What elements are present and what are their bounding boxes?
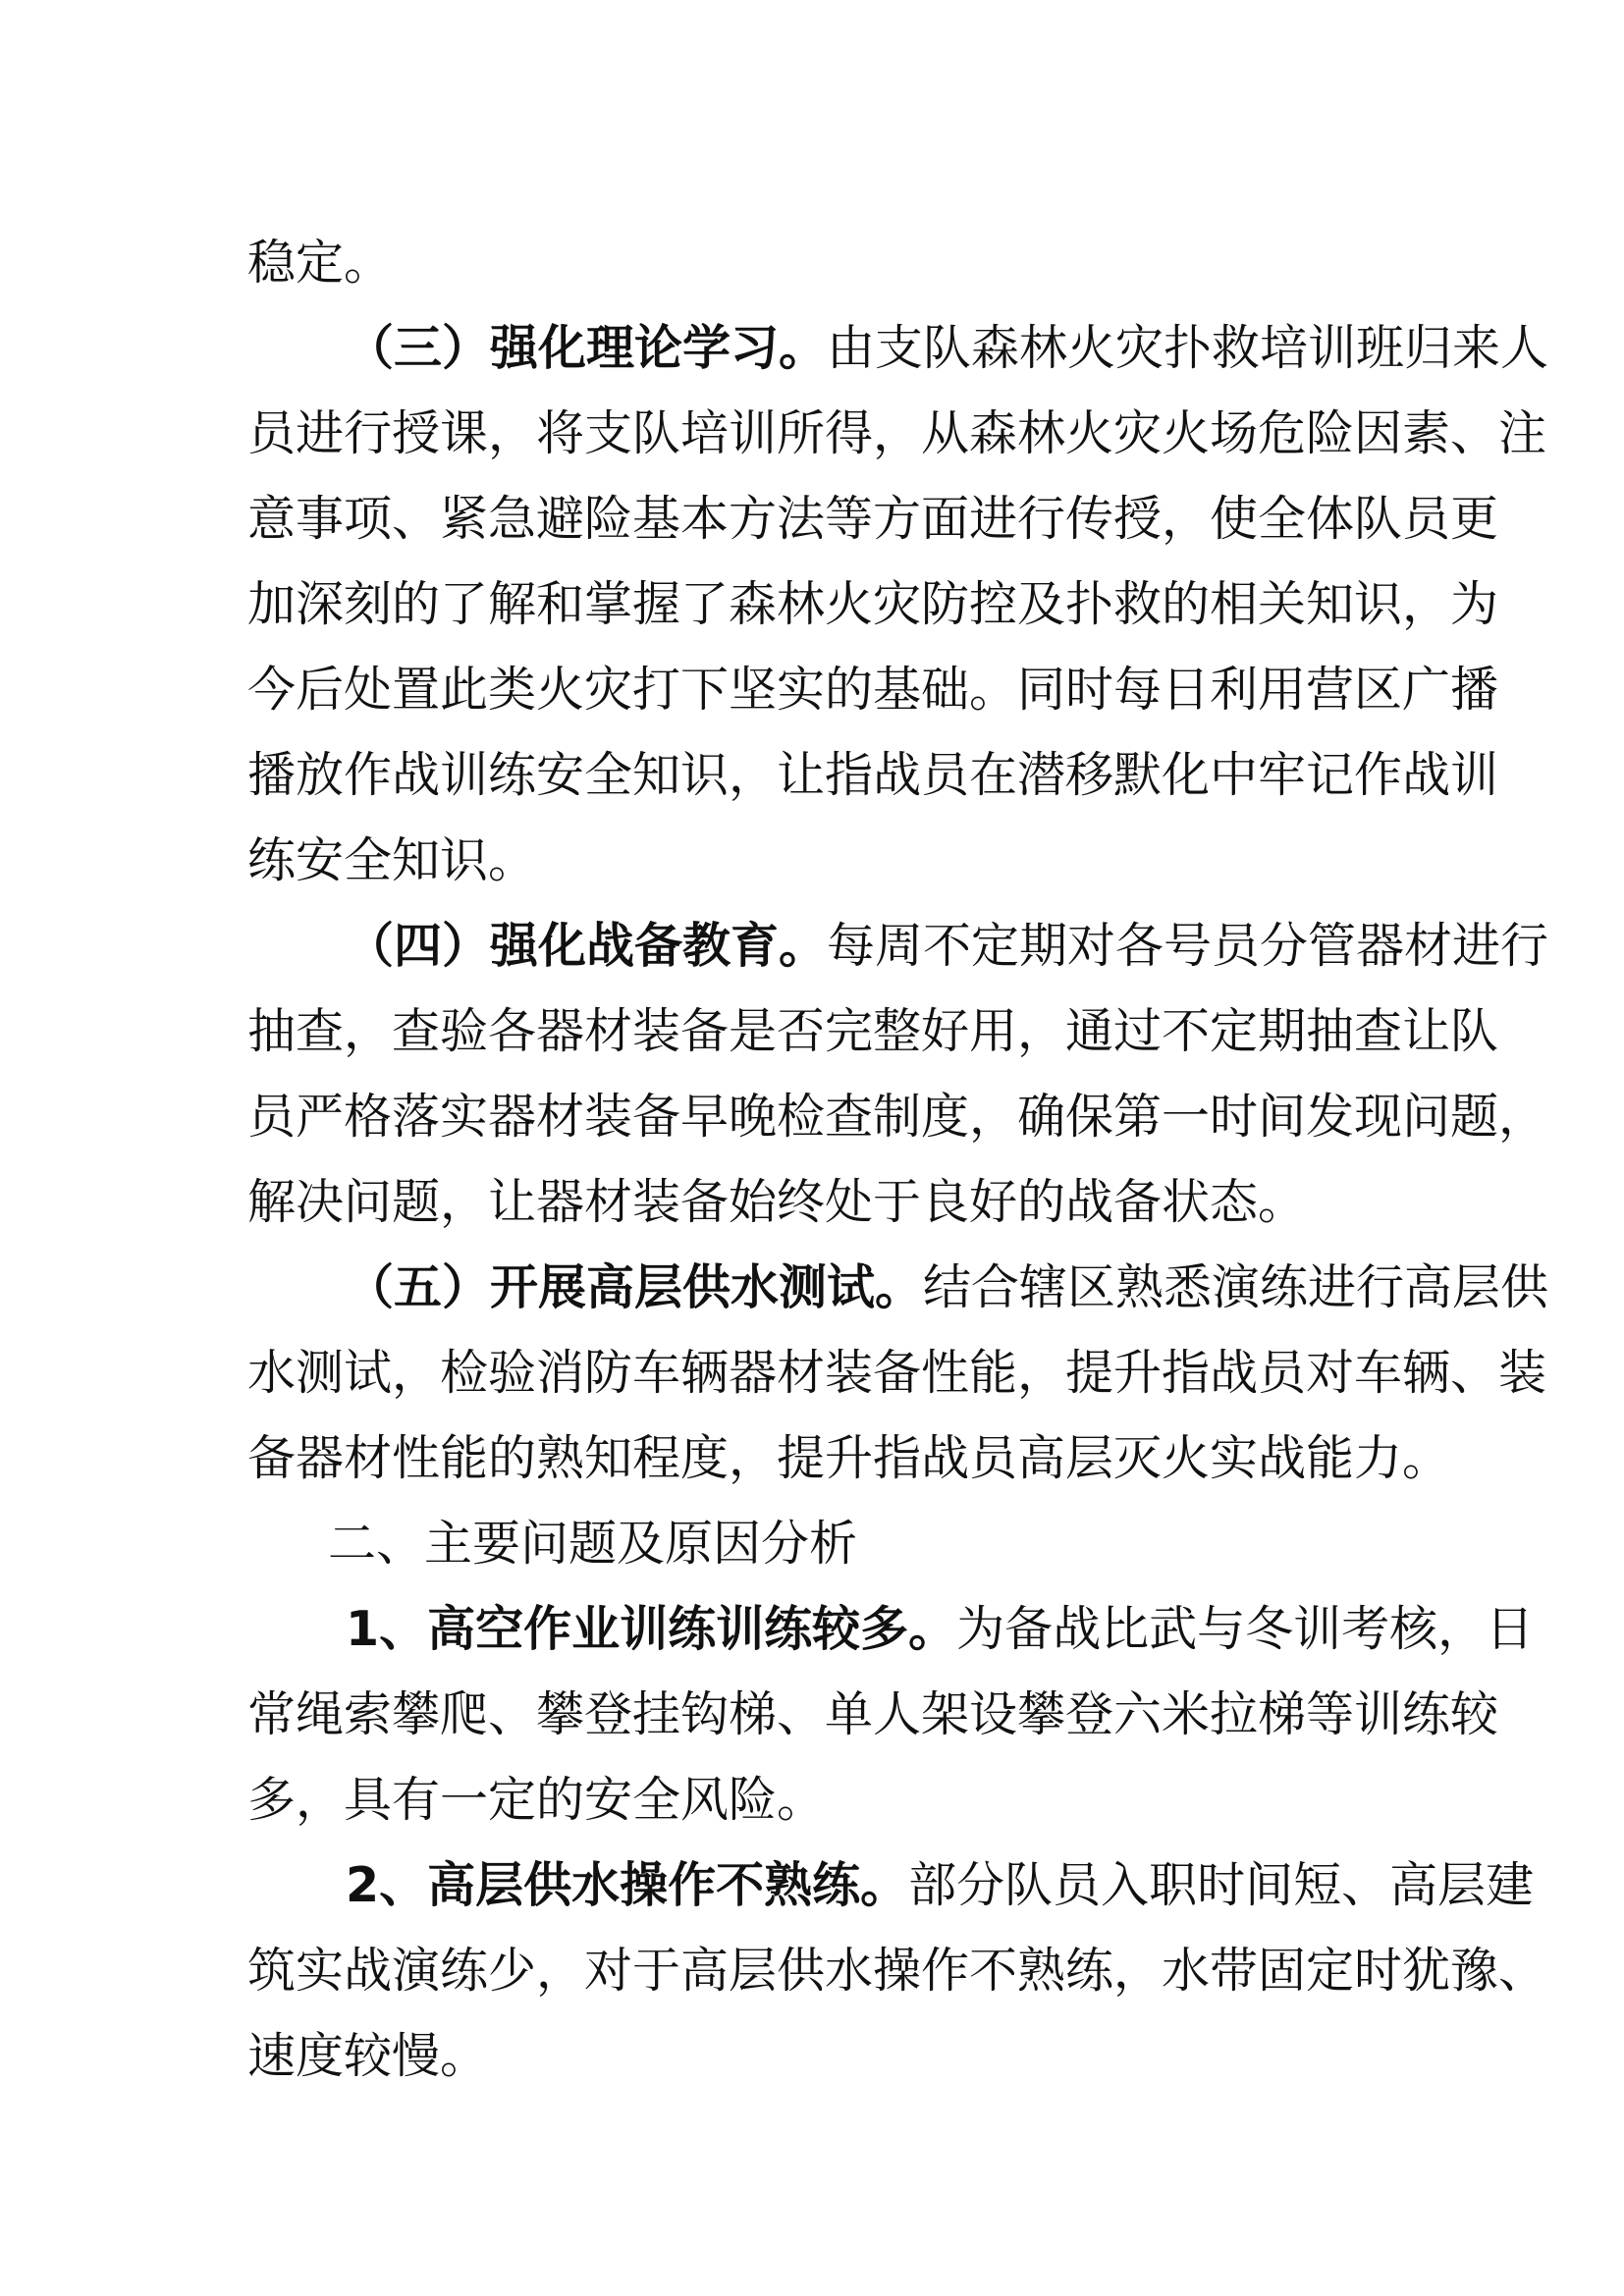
- line-text: 员严格落实器材装备早晚检查制度，确保第一时间发现问题，: [247, 1089, 1547, 1145]
- line-text: 速度较慢。: [247, 2028, 489, 2084]
- text-line: [247, 1415, 1451, 1501]
- text-line: [247, 1159, 1386, 1245]
- text-line: [247, 305, 1549, 391]
- line-text: 练安全知识。: [247, 832, 537, 888]
- text-line: [247, 476, 1499, 561]
- line-text: 稳定。: [247, 235, 393, 291]
- text-line: [247, 1672, 1499, 1757]
- text-line: [247, 1330, 1547, 1415]
- line-text: 意事项、紧急避险基本方法等方面进行传授，使全体队员更: [247, 491, 1499, 547]
- text-line: [247, 2013, 1386, 2099]
- text-line: [247, 988, 1499, 1074]
- paragraph-lead: 2、高层供水操作不熟练。: [346, 1857, 909, 1913]
- line-text: 加深刻的了解和掌握了森林火灾防控及扑救的相关知识，为: [247, 576, 1499, 632]
- line-text: 筑实战演练少，对于高层供水操作不熟练，水带固定时犹豫、: [247, 1943, 1547, 1999]
- text-line: [247, 818, 1386, 903]
- text-line: [247, 1757, 1386, 1842]
- document-body: [247, 220, 1549, 2099]
- line-text: 由支队森林火灾扑救培训班归来人: [827, 320, 1549, 376]
- line-text: 今后处置此类火灾打下坚实的基础。同时每日利用营区广播: [247, 662, 1499, 718]
- text-line: [247, 1074, 1547, 1159]
- line-text: 多，具有一定的安全风险。: [247, 1772, 826, 1828]
- text-line: [247, 561, 1499, 647]
- line-text: 水测试，检验消防车辆器材装备性能，提升指战员对车辆、装: [247, 1345, 1547, 1401]
- paragraph-lead: （四）强化战备教育。: [346, 918, 828, 974]
- line-text: 备器材性能的熟知程度，提升指战员高层灭火实战能力。: [247, 1430, 1451, 1486]
- text-line: [247, 391, 1547, 476]
- text-line: [247, 732, 1499, 818]
- text-line: [247, 1842, 1535, 1928]
- paragraph-lead: （五）开展高层供水测试。: [346, 1259, 924, 1315]
- text-line: [247, 647, 1499, 732]
- text-line: [247, 1928, 1547, 2013]
- text-line: [247, 220, 1386, 305]
- line-text: 部分队员入职时间短、高层建: [908, 1857, 1535, 1913]
- line-text: 二、主要问题及原因分析: [328, 1516, 858, 1572]
- line-text: 结合辖区熟悉演练进行高层供: [923, 1259, 1549, 1315]
- line-text: 为备战比武与冬训考核，日: [956, 1601, 1535, 1657]
- line-text: 员进行授课，将支队培训所得，从森林火灾火场危险因素、注: [247, 405, 1547, 461]
- paragraph-lead: （三）强化理论学习。: [346, 320, 828, 376]
- text-line: [247, 1586, 1535, 1672]
- line-text: 播放作战训练安全知识，让指战员在潜移默化中牢记作战训: [247, 747, 1499, 803]
- text-line: [247, 1245, 1549, 1330]
- paragraph-lead: 1、高空作业训练训练较多。: [346, 1601, 957, 1657]
- line-text: 每周不定期对各号员分管器材进行: [827, 918, 1549, 974]
- line-text: 解决问题，让器材装备始终处于良好的战备状态。: [247, 1174, 1307, 1230]
- line-text: 抽查，查验各器材装备是否完整好用，通过不定期抽查让队: [247, 1003, 1499, 1059]
- text-line: [247, 903, 1549, 988]
- line-text: 常绳索攀爬、攀登挂钩梯、单人架设攀登六米拉梯等训练较: [247, 1686, 1499, 1742]
- section-heading: [247, 1501, 1386, 1586]
